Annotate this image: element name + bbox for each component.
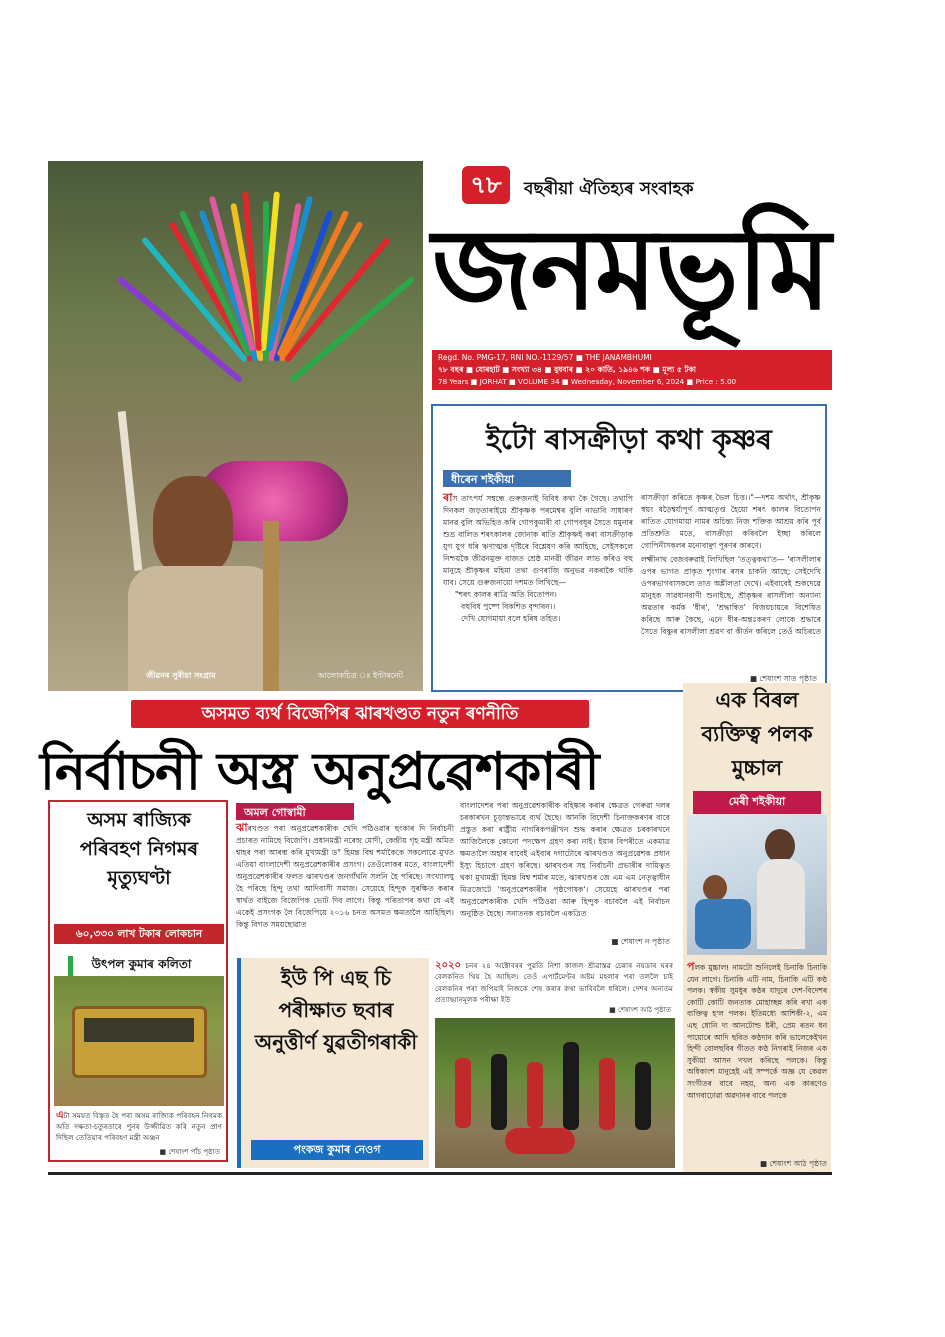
right-story-box <box>683 683 831 1173</box>
dancer-2 <box>491 1054 507 1130</box>
transport-story-box <box>48 800 228 1162</box>
ras-col2-text-b: লক্ষ্মীনাথ বেজবৰুৱাই লিখিছিল 'তত্ত্বকথা'ত— 'ৰাসলীলাৰ ওপৰ ভাগত প্ৰাকৃত শৃংগাৰ ৰসৰ চাকনি আছে; সেইদেখি ওপৰভাগবাসকলে তাত অশ্লীলতা দেখে। এইবাবেই শুকদেৱে মানুহক সাৱধানবাণী শুনাইছে, শ্ৰীকৃষ্ণৰ ৰাসলীলা অন্যান্য অৱতাৰ কৰ্মক 'ধীৰ', 'শ্ৰদ্ধান্বিত' বিজয়চায়ৰে বিশেষিত কৰিছে আৰু কৈছে, এনে ধীৰ-অন্তঃকৰণ লোকে শ্ৰদ্ধাৰে সৈতে বিষ্ণুৰ ৰাসলীলা শ্ৰৱণ বা কীৰ্তন কৰিলে তেওঁ অচিৰতে <box>641 555 822 636</box>
transport-photo <box>54 976 224 1106</box>
hospital-bed <box>695 899 751 949</box>
right-story-dropcap: প <box>687 960 695 973</box>
right-story-photo <box>687 815 827 955</box>
transport-continued: ■ শেষাংশ পাঁচ পৃষ্ঠাত <box>159 1148 220 1156</box>
rusted-bus <box>72 1006 207 1078</box>
child-head <box>703 875 727 901</box>
transport-headline: অসম ৰাজ্যিক পৰিবহণ নিগমৰ মৃত্যুঘণ্টা <box>79 809 199 889</box>
upsc-lead: ২০২০ <box>435 960 462 971</box>
banner-kicker-text: অসমত ব্যৰ্থ বিজেপিৰ ঝাৰখণ্ডত নতুন ৰণনীতি <box>201 704 519 724</box>
ras-headline: ইটো ৰাসক্ৰীড়া কথা কৃষ্ণৰ <box>486 423 772 456</box>
upsc-story-box <box>237 958 675 1168</box>
dancer-6 <box>635 1062 651 1130</box>
bottom-rule <box>48 1172 832 1175</box>
regd-line: Regd. No. PMG-17, RNI NO.-1129/57 ■ THE JANAMBHUMI <box>438 353 652 362</box>
banner-byline-text: অমল গোস্বামী <box>244 806 306 819</box>
ras-verse2: বহুবিধ পুষ্পে বিকশিত বৃন্দাবন।। <box>461 602 556 611</box>
bus-windows <box>84 1018 194 1042</box>
dancer-kneeling <box>505 1128 575 1154</box>
dancer-4 <box>563 1042 579 1130</box>
right-story-continued: ■ শেষাংশ আঠ পৃষ্ঠাত <box>759 1159 827 1168</box>
ras-col2-text: ৰাসক্ৰীড়া কৰিতে কৃষ্ণৰ ভৈল চিত্ত।।"—দশম অৰ্থাৎ, শ্ৰীকৃষ্ণ স্বয়ং ষড়ৈশ্বৰ্য্যপূৰ্ণ আত্মতৃপ্ত হৈয়ো শৰৎ কালৰ বিতোপন ৰাতিত যোগমায়া নামৰ অচিন্ত্য নিজ শক্তিক আশ্ৰয় কৰি পূৰ্ব প্ৰতিশ্ৰুতি মতে, বাসক্ৰীড়া কৰিবলৈ ইচ্ছা কৰিলে গোপিনীসকলৰ মনোবাঞ্ছা পূৰণৰ কাৰণে। <box>641 493 821 550</box>
upsc-headline: ইউ পি এছ চি পৰীক্ষাত ছবাৰ অনুত্তীৰ্ণ যুৱতীগৰাকী <box>254 966 418 1054</box>
ras-byline-text: ধীৰেন শইকীয়া <box>451 473 515 486</box>
upsc-body: চনৰ ২৪ অক্টোবৰৰ পুৱতি নিশা কাজল শ্ৰীৱাস্তৱ চেন্নাৰ নয়ডাৰ ঘৰৰ বেলকনিত থিয় হৈ আছিল। তেওঁ এপাৰ্টমেণ্টৰ অষ্টম মহলাৰ পৰা তললৈ চাই বেলকনিৰ পৰা জপিয়াই নিজকে শেষ কৰাৰ কথা ভাবিবলৈ ধৰিলে। দেশৰ অন্যতম প্ৰত্যাহ্বানমূলক পৰীক্ষা ইউ <box>435 961 673 1005</box>
upsc-continued: ■ শেষাংশ আঠ পৃষ্ঠাত <box>609 1006 671 1014</box>
transport-subhead <box>54 924 224 944</box>
ras-col2 <box>641 492 821 638</box>
masthead <box>432 160 832 390</box>
dancer-1 <box>455 1058 471 1128</box>
tagline: বছৰীয়া ঐতিহ্যৰ সংবাহক <box>524 179 694 199</box>
bamboo-pole <box>263 521 279 691</box>
top-photo <box>48 161 423 691</box>
dancer-5 <box>599 1058 615 1130</box>
banner-col1-text: ৰখণ্ডত পৰা অনুপ্ৰৱেশকাৰীক খেদি পঠিওৱাৰ ছংকাৰ দি নিৰ্বাচনী প্ৰচাৰত নামিছে বিজেপি। প্ৰধানমন্ত্ৰী নৰেন্দ্ৰ মোদী, কেন্দ্ৰীয় গৃহ মন্ত্ৰী অমিত শ্বাহৰ পৰা আৰম্ভ কৰি মুখ্যমন্ত্ৰী ড° হিমন্ত বিশ্ব শৰ্মাকৈকে সকলোৱে মুখত এতিয়া বাংলাদেশী অনুপ্ৰৱেশকাৰীৰ প্ৰসংগ। তেওঁলোকৰ মতে, বাংলাদেশী অনুপ্ৰৱেশকাৰীৰ ফলত ঝাৰখণ্ডৰ জনগাঁথনি সলনি হৈ পৰিছে। সংখ্যালঘু হৈ পৰিছে হিন্দু তথা আদিবাসী সমাজ। সেয়েহে হিন্দুক সুৰক্ষিত কৰাৰ স্বাৰ্থত বাইজে বিজেপিক ভোট দিব লাগে। কিন্তু পৰিতাপৰ কথা যে এই একেই প্ৰসংগক লৈ বিজেপিয়ে ২০১৬ চনত অসমত ক্ষমতালৈ আহিছিল। কিন্তু বিগত সময়ছোৱাত <box>236 824 454 929</box>
banner-col2-text: বাংলাদেশৰ পৰা অনুপ্ৰৱেশকাৰীক বহিষ্কাৰ কৰাৰ ক্ষেত্ৰত গেৰুৱা দলৰ চৰকাৰখন চূড়ান্তভাৱে ব্যৰ্থ হৈছে। আনকি বিদেশী চিনাক্তকৰণৰ বাবে প্ৰস্তুত কৰা ৰাষ্ট্ৰীয় নাগৰিকপঞ্জীখন শুদ্ধ কৰাৰ ক্ষেত্ৰত চৰকাৰখনে আজিলৈকে কোনো পদক্ষেপ গ্ৰহণ কৰা নাই। ইয়াৰ বিপৰীতে একমাত্ৰ ক্ষমতালৈ অহাৰ বাবেই এইবাৰ দগাটোৰে ঝাৰখণ্ডত অনুপ্ৰৱেশক প্ৰধান ইস্যু হিচাপে গ্ৰহণ কৰিছে। ঝাৰখণ্ডৰ সহ নিৰ্বাচনী প্ৰভাৰীৰ দায়িত্বত থকা মুখ্যমন্ত্ৰী হিমন্ত বিশ্ব শৰ্মাৰ মতে, ঝাৰখণ্ডৰ জে এম এম নেতৃত্বাধীন মিত্ৰজোটে 'অনুপ্ৰৱেশকাৰীৰ পৃষ্ঠপোষক'। সেয়েহে ঝাৰখণ্ডৰ পৰা অনুপ্ৰৱেশকাৰীক খেদি পঠিওৱা আৰু হিন্দুক বচাবলৈ এই নিৰ্বাচন অনুষ্ঠিত হৈছে। সনাতনক বচাবলৈ একত্ৰিত <box>460 801 670 918</box>
banner-col1 <box>236 822 454 931</box>
ras-col1-text: স তাৎপৰ্য সম্বন্ধে গুৰুজনাই বিবিধ কথা কৈ গৈছে। তথাপি দিনকল জড়তাৰাইয়ে শ্ৰীকৃষ্ণক পৰমেশ্বৰ বুলি নাভাবি সাধাৰণ মানৱ বুলি অভিহিত কৰি গোপকুমাৰী বা গোপবধূৰ সৈতে যমুনাৰ শুভ্ৰ বালিত শৰৎকালৰ জোনাক ৰাতি শ্ৰীকৃষ্ণই কৰা বাসক্ৰীড়াক যুগ যুগ ধৰি ঋণাত্মক দৃষ্টিৰে বিশ্লেষণ কৰি আহিছে, সেইসকলে নিশ্চয়কৈ জীৱনমুক্ত বাজত শ্ৰেষ্ঠ মানৱী জীৱন লাভ কৰিও বহু মানুহে শ্ৰীকৃষ্ণৰ মহিমা তথা গুণৰাজি অনুভৱ নকৰাকৈ থাকি যাব। সেয়ে গুৰুজনায়ো দশমত লিখিছে— <box>443 494 633 587</box>
singer-head <box>765 829 795 863</box>
masthead-title: জনমভূমি <box>432 205 829 335</box>
ras-col1 <box>443 492 633 625</box>
masthead-info-strip <box>432 350 832 390</box>
ras-continued: ■ শেষাংশ সাত পৃষ্ঠাত <box>749 674 817 683</box>
ras-dropcap: ৰা <box>443 491 453 504</box>
photo-credit: আলোকচিত্ৰ ঃ ইণ্টাৰনেট <box>317 671 403 680</box>
transport-dropcap: এ <box>56 1110 64 1121</box>
banner-col2 <box>460 800 670 920</box>
right-story-body: লক মুচ্চাল! নামটো শুনিলেই চিনাকি চিনাকি যেন লাগে। চিনাকি এটি নাম, চিনাকি এটি কণ্ঠ পলক। স্বকীয় সুমধুৰ কণ্ঠৰ যাদুৰে দেশ-বিদেশৰ কোটি কোটি জনতাক মোহাচ্ছন্ন কৰি ৰখা এক ব্যক্তিত্ব হ'ল পলক। ইতিমধ্যে আশিকী-২, এম এছ ধোনি দ্য আনটোল্ড ষ্টৰী, প্ৰেম ৰতন ধন পায়োৰে আদি ছবিত কণ্ঠদান কৰি ভালেকেইখন হিন্দী বোলছবিৰ গীতত কণ্ঠ নিগৰাই নিজৰ এক সুকীয়া আসন দখল কৰিছে পলকে। কিন্তু অধিকাংশ মানুহেই এই সম্পৰ্কে অজ্ঞ যে কেৱল সংগীতৰ বাবে নহয়, অন্য এক কাৰণেও আগবাঢ়োৱা অৱদানৰ বাবে পলকে <box>687 963 827 1100</box>
issue-line-english: 78 Years ■ JORHAT ■ VOLUME 34 ■ Wednesday, November 6, 2024 ■ Price : 5.00 <box>438 377 737 386</box>
ras-verse1: "শৰৎ কালৰ ৰাত্ৰি অতি বিতোপন। <box>455 590 557 599</box>
ras-verse3: দেখি যোগমায়া বলে হৰিষ তহিত। <box>461 614 561 623</box>
photo-caption-left: জীৱনৰ সুৰীয়া সংগ্ৰাম <box>146 671 216 680</box>
transport-byline: উৎপল কুমাৰ কলিতা <box>68 956 210 976</box>
banner-headline: নিৰ্বাচনী অস্ত্ৰ অনুপ্ৰৱেশকাৰী <box>40 742 599 802</box>
years-number: ৭৮ <box>470 171 502 199</box>
singer-body <box>757 859 805 949</box>
ras-article-box <box>431 404 827 692</box>
dancer-3 <box>527 1062 543 1128</box>
banner-kicker <box>131 700 589 728</box>
transport-text <box>56 1110 222 1143</box>
upsc-byline <box>251 1140 423 1160</box>
upsc-headline-panel <box>237 958 429 1168</box>
banner-continued: ■ শেষাংশ ন পৃষ্ঠাত <box>611 937 670 946</box>
banner-dropcap: ঝা <box>236 821 248 834</box>
upsc-text <box>435 960 673 1006</box>
right-story-headline: এক বিৰল ব্যক্তিত্ব পলক মুচ্চাল <box>701 688 813 780</box>
right-story-byline: মেৰী শইকীয়া <box>693 791 821 814</box>
years-badge <box>462 166 510 204</box>
vendor-face <box>153 476 233 576</box>
issue-line-assamese: ৭৮ বছৰ ■ যোৰহাট ■ সংখ্যা ৩৪ ■ বুধবাৰ ■ ২০ কাতি, ১৯৪৬ শক ■ মূল্য ৫ টকা <box>438 365 696 374</box>
ras-byline <box>443 470 571 487</box>
transport-subhead-text: ৬০,৩৩০ লাখ টকাৰ লোকচান <box>75 928 203 940</box>
upsc-byline-text: পংকজ কুমাৰ নেওগ <box>293 1143 381 1156</box>
upsc-photo <box>435 1018 675 1168</box>
transport-body: টা সময়ত বিস্তৃত হৈ পৰা অসম ৰাজ্যিক পৰিবহন নিগমক অতি দক্ষতা-চতুৰতাৰে পুনৰ উজ্জীৱিত কৰি নতুন প্ৰাণ দিছিল তেতিয়াৰ পৰিবহণ মন্ত্ৰী অঞ্জন <box>56 1111 222 1142</box>
right-story-text <box>687 961 827 1101</box>
banner-byline <box>236 803 354 820</box>
